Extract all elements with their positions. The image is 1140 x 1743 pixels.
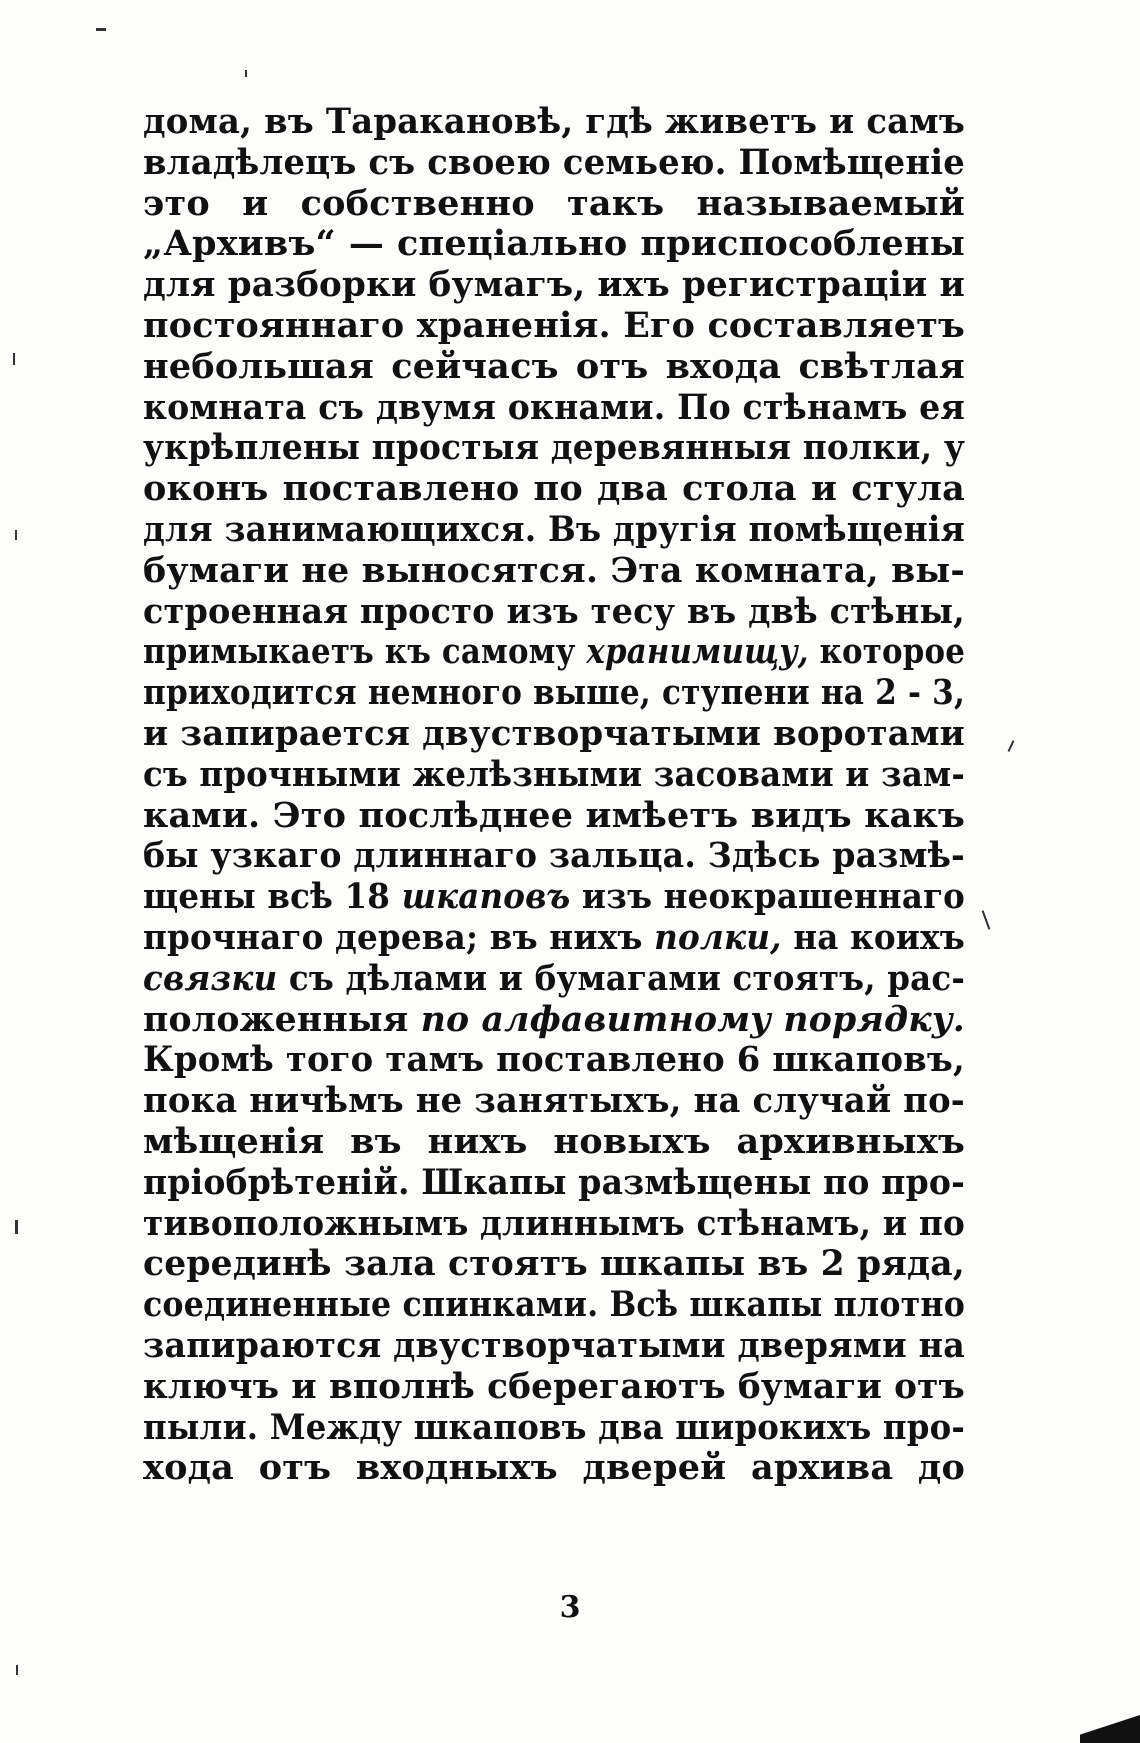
line-text: владѣлецъ съ своею семьею. Помѣщеніе — [143, 141, 965, 183]
line-text: ками. Это послѣднее имѣетъ видъ какъ — [143, 794, 965, 836]
text-line — [143, 428, 965, 469]
text-line — [143, 102, 965, 143]
text-line — [143, 959, 965, 1000]
text-line — [143, 224, 965, 265]
text-line — [143, 1408, 965, 1449]
line-text: для занимающихся. Въ другія помѣщенія — [143, 508, 965, 550]
scan-speck — [982, 910, 991, 929]
line-text: строенная просто изъ тесу въ двѣ стѣны, — [143, 590, 965, 632]
scan-speck — [13, 353, 15, 365]
text-line — [143, 347, 965, 388]
text-line — [143, 1244, 965, 1285]
text-line — [143, 1000, 965, 1041]
scan-speck — [1008, 740, 1015, 752]
text-line — [143, 1448, 965, 1489]
line-text: съ дѣлами и бумагами стоятъ, рас- — [277, 957, 965, 999]
emphasis-text: шкаповъ — [401, 876, 571, 918]
emphasis-text: связки — [143, 957, 278, 999]
line-text: и запирается двустворчатыми воротами — [143, 712, 965, 754]
text-line — [143, 184, 965, 225]
scan-speck — [15, 1220, 18, 1234]
text-line — [143, 388, 965, 429]
text-line — [143, 1285, 965, 1326]
line-text: „Архивъ“ — спеціально приспособлены — [143, 223, 965, 265]
line-text: съ прочными желѣзными засовами и зам- — [143, 753, 965, 795]
text-line — [143, 1326, 965, 1367]
line-text: бы узкаго длиннаго зальца. Здѣсь размѣ- — [143, 835, 965, 877]
text-line — [143, 918, 965, 959]
text-line — [143, 510, 965, 551]
text-line — [143, 836, 965, 877]
text-line — [143, 592, 965, 633]
line-text: дома, въ Таракановѣ, гдѣ живетъ и самъ — [143, 101, 965, 142]
text-line — [143, 1163, 965, 1204]
scan-speck — [245, 70, 247, 77]
text-line — [143, 551, 965, 592]
text-line — [143, 1081, 965, 1122]
line-text: на коихъ — [781, 916, 965, 958]
line-text: щены всѣ 18 — [143, 876, 402, 918]
line-text: прочнаго дерева; въ нихъ — [143, 916, 655, 958]
text-line — [143, 1122, 965, 1163]
line-text: тивоположнымъ длиннымъ стѣнамъ, и по — [143, 1202, 965, 1244]
line-text: серединѣ зала стоятъ шкапы въ 2 ряда, — [143, 1243, 965, 1285]
body-text — [143, 102, 965, 1489]
line-text: пріобрѣтеній. Шкапы размѣщены по про- — [143, 1161, 965, 1203]
line-text: это и собственно такъ называемый — [143, 182, 965, 224]
line-text: небольшая сейчасъ отъ входа свѣтлая — [143, 345, 965, 387]
text-line — [143, 143, 965, 184]
text-line — [143, 306, 965, 347]
scan-speck — [16, 1665, 18, 1675]
text-line — [143, 1367, 965, 1408]
line-text: бумаги не выносятся. Эта комната, вы- — [143, 549, 965, 591]
text-line — [143, 673, 965, 714]
line-text: укрѣплены простыя деревянныя полки, у — [143, 427, 965, 469]
line-text: для разборки бумагъ, ихъ регистраціи и — [143, 264, 965, 306]
line-text: примыкаетъ къ самому — [143, 631, 587, 673]
text-line — [143, 1204, 965, 1245]
line-text: запираются двустворчатыми дверями на — [143, 1324, 965, 1366]
emphasis-text: хранимищу, — [586, 631, 809, 673]
line-text: ключъ и вполнѣ сберегаютъ бумаги отъ — [143, 1365, 965, 1407]
line-text: пыли. Между шкаповъ два широкихъ про- — [143, 1406, 965, 1448]
line-text: соединенные спинками. Всѣ шкапы плотно — [143, 1284, 965, 1326]
line-text: Кромѣ того тамъ поставлено 6 шкаповъ, — [143, 1039, 965, 1081]
line-text: изъ неокрашеннаго — [570, 876, 965, 918]
scan-edge-mark — [1080, 1715, 1140, 1743]
line-text: оконъ поставлено по два стола и стула — [143, 468, 965, 510]
line-text: которое — [808, 631, 965, 673]
text-line — [143, 877, 965, 918]
page-number: 3 — [559, 1590, 581, 1625]
line-text: приходится немного выше, ступени на 2 - 3, — [143, 672, 965, 714]
text-line — [143, 714, 965, 755]
text-line — [143, 632, 965, 673]
scan-speck — [96, 28, 106, 31]
scan-speck — [15, 530, 17, 540]
text-line — [143, 469, 965, 510]
line-text: положенныя — [143, 998, 421, 1040]
line-text: хода отъ входныхъ дверей архива до — [143, 1447, 965, 1489]
line-text: пока ничѣмъ не занятыхъ, на случай по- — [143, 1080, 965, 1122]
line-text: комната съ двумя окнами. По стѣнамъ ея — [143, 386, 965, 428]
line-text: постояннаго храненія. Его составляетъ — [143, 304, 965, 346]
line-text: мѣщенія въ нихъ новыхъ архивныхъ — [143, 1120, 965, 1162]
text-line — [143, 265, 965, 306]
text-line — [143, 755, 965, 796]
emphasis-text: полки, — [654, 916, 782, 958]
text-line — [143, 796, 965, 837]
text-line — [143, 1040, 965, 1081]
emphasis-text: по алфавитному порядку. — [420, 998, 966, 1040]
